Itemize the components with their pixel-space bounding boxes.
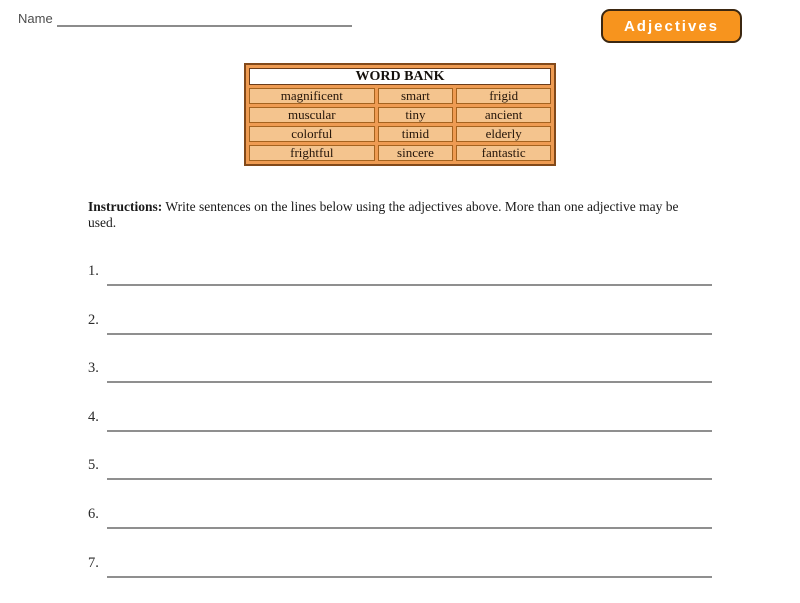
- sentence-input-line-2[interactable]: [107, 315, 712, 335]
- sentence-item-3: [88, 360, 712, 409]
- sentence-input-line-5[interactable]: [107, 460, 712, 480]
- worksheet-title-badge: [601, 9, 742, 43]
- sentence-number: 3.: [88, 360, 99, 377]
- word-bank-cell: fantastic: [456, 145, 551, 161]
- sentence-input-line-4[interactable]: [107, 412, 712, 432]
- sentence-item-5: [88, 457, 712, 506]
- sentence-number: 6.: [88, 505, 99, 522]
- sentence-input-line-3[interactable]: [107, 363, 712, 383]
- instructions-paragraph: [88, 199, 694, 230]
- sentence-item-7: [88, 555, 712, 603]
- word-bank-cell: muscular: [249, 107, 375, 123]
- sentence-number: 7.: [88, 554, 99, 571]
- word-bank-cell: magnificent: [249, 88, 375, 104]
- name-label: Name: [18, 11, 53, 26]
- sentence-item-2: [88, 312, 712, 361]
- sentence-input-line-1[interactable]: [107, 266, 712, 286]
- word-bank-cell: sincere: [378, 145, 454, 161]
- word-bank-cell: smart: [378, 88, 454, 104]
- sentence-item-1: [88, 263, 712, 312]
- instructions-text: Write sentences on the lines below using the adjectives above. More than one adjective may be used.: [88, 199, 679, 230]
- sentence-input-line-6[interactable]: [107, 509, 712, 529]
- word-bank-cell: colorful: [249, 126, 375, 142]
- sentence-number: 5.: [88, 457, 99, 474]
- sentence-write-list: [88, 263, 712, 603]
- word-bank-grid: [249, 88, 551, 161]
- word-bank-cell: frigid: [456, 88, 551, 104]
- sentence-item-6: [88, 506, 712, 555]
- instructions-label: Instructions:: [88, 199, 163, 214]
- worksheet-title-text: Adjectives: [623, 17, 720, 35]
- sentence-number: 2.: [88, 311, 99, 328]
- word-bank-cell: timid: [378, 126, 454, 142]
- name-input-line[interactable]: [57, 10, 352, 27]
- sentence-number: 1.: [88, 263, 99, 279]
- word-bank-cell: frightful: [249, 145, 375, 161]
- word-bank-title: WORD BANK: [249, 68, 551, 85]
- word-bank-cell: ancient: [456, 107, 551, 123]
- word-bank-cell: elderly: [456, 126, 551, 142]
- word-bank-table: [244, 63, 556, 166]
- sentence-number: 4.: [88, 408, 99, 425]
- word-bank-cell: tiny: [378, 107, 454, 123]
- sentence-input-line-7[interactable]: [107, 558, 712, 578]
- sentence-item-4: [88, 409, 712, 458]
